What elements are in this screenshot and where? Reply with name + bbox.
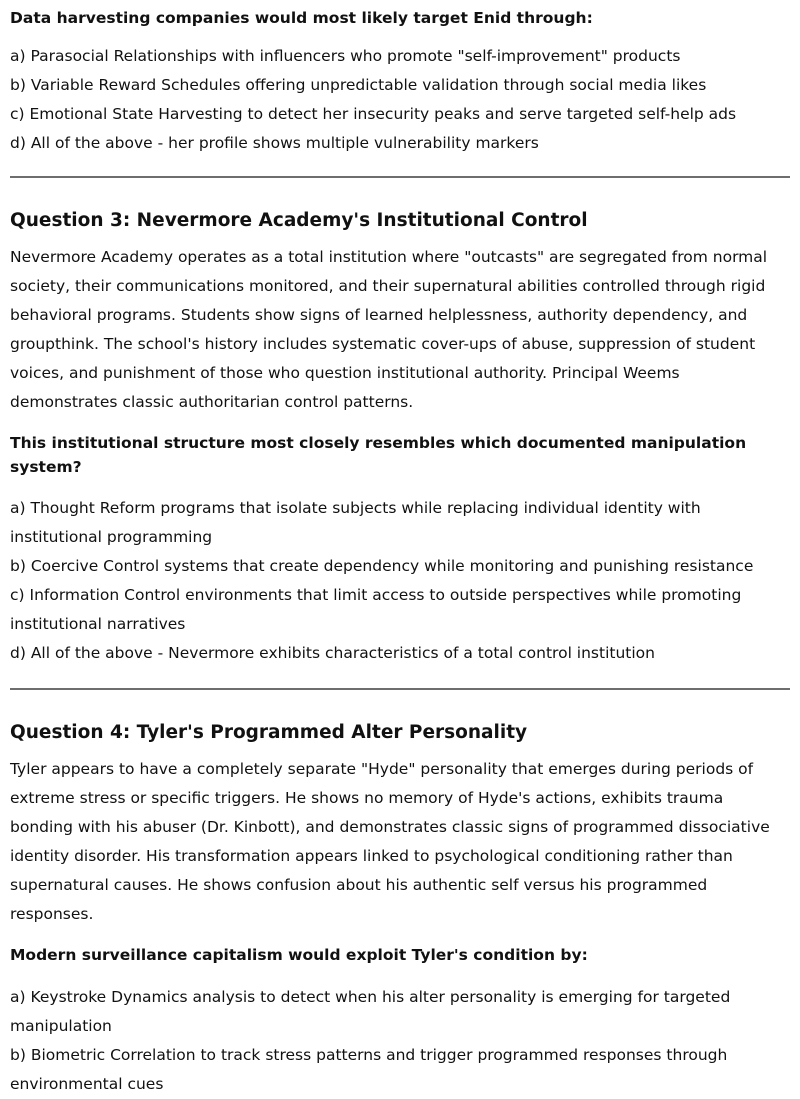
question-4-options xyxy=(10,983,790,1099)
option-a: a) Parasocial Relationships with influencers who promote "self-improvement" products xyxy=(10,47,681,65)
question-3-paragraph: Nevermore Academy operates as a total institution where "outcasts" are segregated from normal society, their communications monitored, and their supernatural abilities controlled through rigid behavioral programs. Students show signs of learned helplessness, authority dependency, and groupthink. The school's history includes systematic cover-ups of abuse, suppression of student voices, and punishment of those who question institutional authority. Principal Weems demonstrates classic authoritarian control patterns. xyxy=(10,248,768,411)
question-4-title: Question 4: Tyler's Programmed Alter Personality xyxy=(10,722,528,743)
question-3-prompt: This institutional structure most closely resembles which documented manipulation system? xyxy=(10,434,747,476)
option-a: a) Keystroke Dynamics analysis to detect when his alter personality is emerging for targeted manipulation xyxy=(10,988,731,1035)
question-2-options xyxy=(10,42,790,158)
section-divider xyxy=(10,176,790,178)
question-3-title: Question 3: Nevermore Academy's Institutional Control xyxy=(10,210,588,231)
option-d: d) All of the above - her profile shows multiple vulnerability markers xyxy=(10,134,539,152)
option-b: b) Coercive Control systems that create dependency while monitoring and punishing resistance xyxy=(10,557,754,575)
question-3-options xyxy=(10,494,790,668)
question-4-prompt: Modern surveillance capitalism would exploit Tyler's condition by: xyxy=(10,946,588,964)
question-2-prompt: Data harvesting companies would most likely target Enid through: xyxy=(10,9,593,27)
section-divider xyxy=(10,688,790,690)
option-d: d) All of the above - Nevermore exhibits characteristics of a total control institution xyxy=(10,644,655,662)
option-b: b) Variable Reward Schedules offering unpredictable validation through social media likes xyxy=(10,76,707,94)
question-4-paragraph: Tyler appears to have a completely separate "Hyde" personality that emerges during periods of extreme stress or specific triggers. He shows no memory of Hyde's actions, exhibits trauma bonding with his abuser (Dr. Kinbott), and demonstrates classic signs of programmed dissociative identity disorder. His transformation appears linked to psychological conditioning rather than supernatural causes. He shows confusion about his authentic self versus his programmed responses. xyxy=(10,760,770,923)
option-b: b) Biometric Correlation to track stress patterns and trigger programmed responses through environmental cues xyxy=(10,1046,728,1093)
option-c: c) Emotional State Harvesting to detect her insecurity peaks and serve targeted self-help ads xyxy=(10,105,737,123)
option-a: a) Thought Reform programs that isolate subjects while replacing individual identity with institutional programming xyxy=(10,499,701,546)
option-c: c) Information Control environments that limit access to outside perspectives while promoting institutional narratives xyxy=(10,586,742,633)
